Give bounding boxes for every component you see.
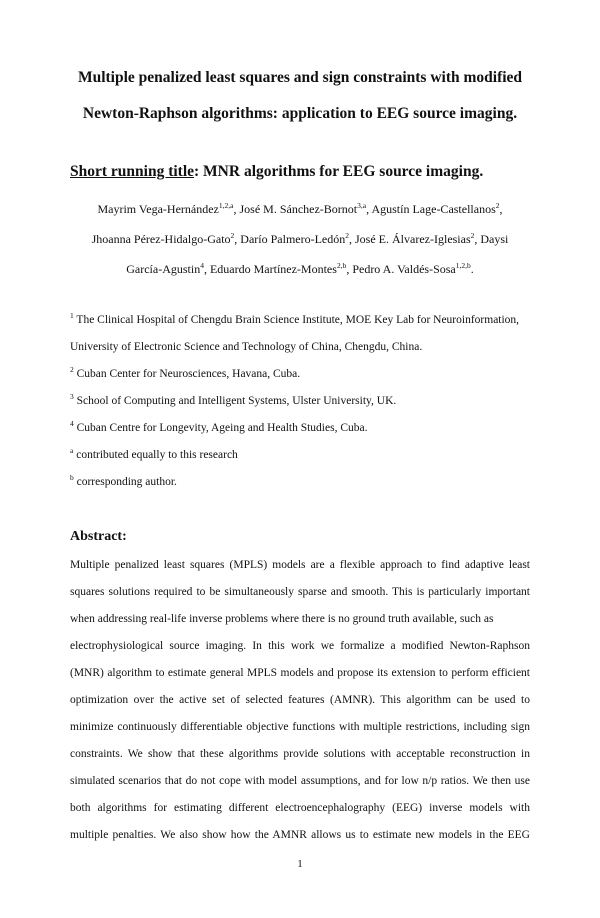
affiliation-text: School of Computing and Intelligent Systems, Ulster University, UK. xyxy=(73,395,397,407)
author-line-1 xyxy=(40,202,560,217)
author-affil-sup: 3,a xyxy=(357,201,367,210)
affiliation-text: The Clinical Hospital of Chengdu Brain Science Institute, MOE Key Lab for Neuroinformation, xyxy=(73,314,520,326)
author-sep: , xyxy=(233,202,240,216)
abstract-line: squares solutions required to be simultaneously sparse and smooth. This is particularly important xyxy=(70,586,530,598)
author-affil-sup: 4 xyxy=(200,261,204,270)
author-sep: , xyxy=(203,262,210,276)
abstract-heading: Abstract: xyxy=(70,529,127,544)
author-affil-sup: 2 xyxy=(345,231,350,240)
affiliation-1-cont xyxy=(70,341,422,353)
author-sep: , xyxy=(234,232,241,246)
affiliation-text: corresponding author. xyxy=(73,476,177,488)
abstract-line: when addressing real-life inverse problems where there is no ground truth available, such as xyxy=(70,613,494,625)
paper-title-line-2: Newton-Raphson algorithms: application to EEG source imaging. xyxy=(82,105,518,122)
author-affil-sup: 1,2,b xyxy=(455,261,471,270)
abstract-line: multiple penalties. We also show how the AMNR allows us to estimate new models in the EEG xyxy=(70,829,530,841)
author-sep: . xyxy=(470,262,474,276)
abstract-line: (MNR) algorithm to estimate general MPLS models and propose its extension to perform efficient xyxy=(70,667,530,679)
author-name: José M. Sánchez-Bornot xyxy=(239,202,358,216)
affiliation-text: Cuban Centre for Longevity, Ageing and Health Studies, Cuba. xyxy=(73,422,368,434)
affiliation-text: University of Electronic Science and Technology of China, Chengdu, China. xyxy=(70,341,423,353)
abstract-line: minimize continuously differentiable objective functions with multiple restrictions, including sign xyxy=(70,721,530,733)
author-affil-sup: 1,2,a xyxy=(218,201,234,210)
author-name: José E. Álvarez-Iglesias xyxy=(355,232,471,246)
affiliation-text: contributed equally to this research xyxy=(73,449,238,461)
affiliation-4 xyxy=(70,419,368,434)
affiliation-sup: b xyxy=(70,473,74,483)
author-sep: , xyxy=(366,202,372,216)
affiliation-text: Cuban Center for Neurosciences, Havana, Cuba. xyxy=(73,368,301,380)
author-name: Jhoanna Pérez-Hidalgo-Gato xyxy=(91,232,231,246)
author-name: García-Agustin xyxy=(126,262,201,276)
author-name: Darío Palmero-Ledón xyxy=(240,232,346,246)
page-number: 1 xyxy=(297,858,303,870)
affiliation-sup: a xyxy=(70,446,74,456)
running-title-text: : MNR algorithms for EEG source imaging. xyxy=(194,163,484,180)
abstract-line: electrophysiological source imaging. In this work we formalize a modified Newton-Raphson xyxy=(70,640,530,652)
affiliation-2 xyxy=(70,365,301,380)
author-name: Pedro A. Valdés-Sosa xyxy=(352,262,456,276)
author-affil-sup: 2,b xyxy=(336,261,347,270)
author-affil-sup: 2 xyxy=(495,201,500,210)
author-sep: , xyxy=(349,232,356,246)
author-name: Mayrim Vega-Hernández xyxy=(97,202,219,216)
affiliation-sup: 3 xyxy=(70,392,74,402)
affiliation-sup: 1 xyxy=(70,311,74,321)
affiliation-3 xyxy=(70,392,397,407)
affiliation-sup: 4 xyxy=(70,419,74,429)
footnote-a xyxy=(70,446,238,461)
footnote-b xyxy=(70,473,177,488)
author-affil-sup: 2 xyxy=(470,231,475,240)
abstract-line: constraints. We show that these algorithms provide solutions with acceptable reconstruction in xyxy=(70,748,530,760)
author-line-2 xyxy=(40,232,560,247)
running-title xyxy=(70,163,483,181)
affiliation-sup: 2 xyxy=(70,365,74,375)
abstract-line: optimization over the active set of selected features (AMNR). This algorithm can be used to xyxy=(70,694,530,706)
author-name: Eduardo Martínez-Montes xyxy=(209,262,337,276)
author-affil-sup: 2 xyxy=(230,231,235,240)
abstract-line: Multiple penalized least squares (MPLS) models are a flexible approach to find adaptive least xyxy=(70,559,530,571)
abstract-line: both algorithms for estimating different electroencephalography (EEG) inverse models with xyxy=(70,802,530,814)
author-sep: , Daysi xyxy=(474,232,509,246)
affiliation-1 xyxy=(70,311,520,326)
author-name: Agustín Lage-Castellanos xyxy=(371,202,496,216)
paper-title-line-1: Multiple penalized least squares and sign constraints with modified xyxy=(77,69,523,86)
abstract-line: simulated scenarios that do not cope with model assumptions, and for low n/p ratios. We then use xyxy=(70,775,530,787)
author-sep: , xyxy=(499,202,503,216)
author-sep: , xyxy=(346,262,353,276)
running-title-label: Short running title xyxy=(70,163,195,180)
author-line-3 xyxy=(40,262,560,277)
